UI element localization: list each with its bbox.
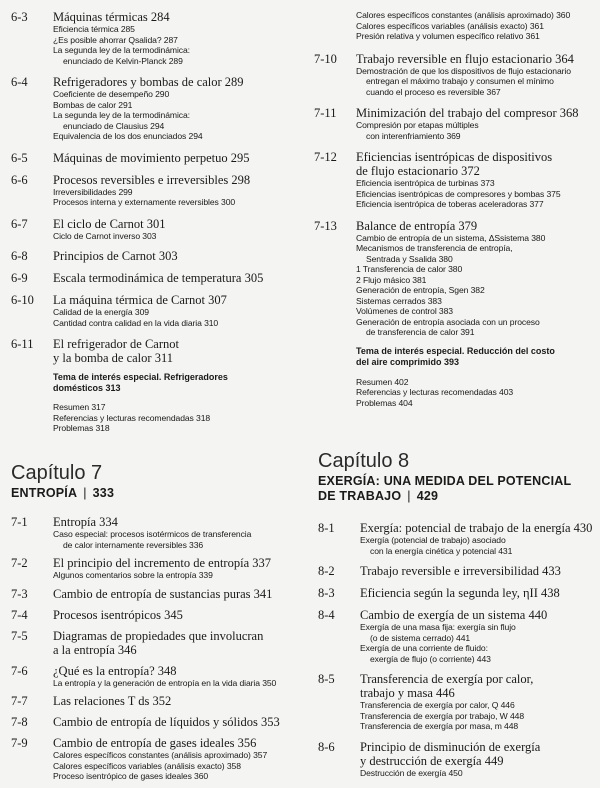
section-title: El ciclo de Carnot 301 [53,216,166,231]
section-number: 6-4 [11,75,28,89]
subsection: Cambio de entropía de un sistema, ΔSsistema 380 [356,232,546,243]
section-number: 7-12 [314,150,337,164]
toc-section[interactable] [318,672,598,732]
subsection: exergía de flujo (o corriente) 443 [370,653,491,664]
section-title: Cambio de exergía de un sistema 440 [360,608,548,622]
subsection: enunciado de Kelvin-Planck 289 [63,55,183,66]
section-title: Diagramas de propiedades que involucran [53,628,264,643]
subsection: Eficiencia isentrópica de turbinas 373 [356,178,495,188]
section-number: 7-4 [11,607,28,622]
section-number: 8-6 [318,739,335,754]
end-item[interactable]: Problemas 404 [356,397,413,408]
section-title: Las relaciones T ds 352 [53,694,172,708]
section-title: Escala termodinámica de temperatura 305 [53,271,264,285]
section-title: Eficiencias isentrópicas de dispositivos [356,150,553,164]
section-number: 6-3 [11,10,28,24]
section-number: 6-8 [11,249,28,263]
end-item[interactable]: Referencias y lecturas recomendadas 318 [53,412,211,423]
subsection: Equivalencia de los dos enunciados 294 [53,131,203,141]
section-number: 6-7 [11,216,28,231]
section-title: Procesos reversibles e irreversibles 298 [53,172,251,187]
section-title: Minimización del trabajo del compresor 368 [356,106,579,120]
toc-section[interactable] [11,249,296,263]
section-title: Balance de entropía 379 [356,218,478,233]
section-title: Procesos isentrópicos 345 [53,607,183,622]
subsection: Irreversibilidades 299 [53,186,133,197]
chapter-7-header [11,462,296,501]
section-title: Cambio de entropía de líquidos y sólidos 353 [53,715,280,729]
chapter-label: Capítulo 7 [11,462,103,484]
section-title: Trabajo reversible en flujo estacionario 364 [356,51,574,66]
end-item[interactable]: Resumen 402 [356,376,409,387]
toc-section[interactable] [11,217,296,242]
end-matter [314,377,596,409]
toc-section[interactable] [11,151,296,165]
ch6-toc [11,10,296,434]
chapter-title[interactable]: ENTROPÍA | 333 [11,486,115,500]
toc-section[interactable] [11,664,301,689]
subsection: Transferencia de exergía por masa, m 448 [360,721,519,731]
section-number: 7-8 [11,715,28,729]
section-title: Principios de Carnot 303 [53,249,178,263]
toc-section[interactable] [318,521,598,556]
subsection: con la energía cinética y potencial 431 [370,545,513,556]
subsection: Eficiencia isentrópica de toberas aceleradoras 377 [356,199,544,209]
subsection: Cantidad contra calidad en la vida diaria 310 [53,317,219,328]
ch7-toc [11,515,301,782]
subsection: Generación de entropía, Sgen 382 [356,285,485,295]
toc-section[interactable] [11,515,301,550]
chapter-page: 429 [416,489,439,503]
section-title: de flujo estacionario 372 [356,164,480,178]
toc-section[interactable] [11,715,301,729]
toc-section[interactable] [318,740,598,779]
subsection: Sistemas cerrados 383 [356,295,442,306]
subsection: cuando el proceso es reversible 367 [366,86,501,97]
section-number: 7-13 [314,218,337,233]
section-number: 8-3 [318,586,335,600]
subsection: Eficiencias isentrópicas de compresores y bombas 375 [356,188,561,199]
subsection: La segunda ley de la termodinámica: [53,110,190,120]
subsection: de transferencia de calor 391 [366,327,475,337]
subsection[interactable]: Calores específicos constantes (análisis aproximado) 360 [356,10,571,20]
toc-section[interactable] [11,293,296,328]
toc-section[interactable] [11,608,301,622]
section-title: Cambio de entropía de sustancias puras 341 [53,586,273,601]
special-topic-line: domésticos 313 [53,383,121,393]
section-title: El refrigerador de Carnot [53,337,179,351]
toc-section[interactable] [318,564,598,578]
subsection: La segunda ley de la termodinámica: [53,45,190,55]
special-topic[interactable] [314,346,596,368]
subsection: Eficiencia térmica 285 [53,24,135,34]
chapter-title-text: DE TRABAJO [318,489,402,503]
subsection: Exergía de una corriente de fluido: [360,643,488,653]
toc-section[interactable] [11,75,296,142]
ch7-toc-continued [314,10,596,408]
section-number: 6-11 [11,337,34,351]
section-title: Eficiencia según la segunda ley, ηII 438 [360,586,560,600]
special-topic[interactable] [11,372,296,394]
section-title: trabajo y masa 446 [360,686,455,700]
section-title: Cambio de entropía de gases ideales 356 [53,736,257,750]
toc-section[interactable] [314,219,596,338]
subsection: (o de sistema cerrado) 441 [370,632,471,643]
subsection: Exergía de una masa fija: exergía sin flujo [360,622,516,632]
subsection: Procesos interna y externamente reversibles 300 [53,197,236,207]
section-title: y la bomba de calor 311 [53,351,173,365]
subsection: Sentrada y Ssalida 380 [366,253,453,264]
subsection: 2 Flujo másico 381 [356,274,427,285]
subsection: Exergía (potencial de trabajo) asociado [360,535,506,545]
toc-section[interactable] [318,608,598,664]
subsection: de calor internamente reversibles 336 [63,539,204,550]
special-topic-line: Tema de interés especial. Refrigeradores [53,372,228,382]
section-number: 7-5 [11,628,28,643]
subsection: Coeficiente de desempeño 290 [53,89,170,99]
subsection[interactable]: Presión relativa y volumen específico relativo 361 [356,31,540,41]
section-number: 7-2 [11,556,28,570]
section-title: Refrigeradores y bombas de calor 289 [53,75,244,89]
section-number: 7-11 [314,106,337,120]
subsection: Demostración de que los dispositivos de flujo estacionario [356,65,571,76]
chapter-label: Capítulo 8 [318,450,410,472]
toc-section[interactable] [11,337,296,365]
subsection: Ciclo de Carnot inverso 303 [53,230,157,241]
section-number: 6-5 [11,150,28,165]
toc-section[interactable] [314,52,596,98]
subsection: Caso especial: procesos isotérmicos de transferencia [53,529,252,539]
section-title: La máquina térmica de Carnot 307 [53,293,227,307]
toc-section[interactable] [11,10,296,66]
toc-section[interactable] [11,173,296,208]
section-number: 8-1 [318,521,335,535]
continued-subsections [314,10,596,42]
section-title: Máquinas térmicas 284 [53,10,170,24]
subsection: Mecanismos de transferencia de entropía, [356,243,513,253]
section-number: 8-5 [318,672,335,686]
chapter-title-text: ENTROPÍA [11,486,78,500]
end-matter [11,402,296,434]
subsection: Transferencia de exergía por trabajo, W 448 [360,710,525,721]
toc-section[interactable] [11,556,301,581]
toc-section[interactable] [11,694,301,708]
toc-section[interactable] [11,587,301,601]
special-topic-line: Tema de interés especial. Reducción del costo [356,345,555,356]
subsection: 1 Transferencia de calor 380 [356,264,463,274]
section-title: Entropía 334 [53,515,118,529]
subsection: Bombas de calor 291 [53,99,133,110]
section-number: 6-6 [11,172,28,187]
end-item[interactable]: Referencias y lecturas recomendadas 403 [356,387,514,397]
section-title: Transferencia de exergía por calor, [360,672,534,686]
subsection: Compresión por etapas múltiples [356,120,479,130]
toc-section[interactable] [314,106,596,141]
chapter-title-line2[interactable]: DE TRABAJO | 429 [318,489,439,503]
section-number: 6-10 [11,293,34,307]
section-number: 7-10 [314,51,337,66]
special-topic-line: del aire comprimido 393 [356,356,460,367]
subsection: con interenfriamiento 369 [366,130,461,141]
section-number: 7-7 [11,694,28,708]
section-number: 7-9 [11,736,28,750]
ch8-toc [318,521,598,778]
subsection: Calidad de la energía 309 [53,307,149,317]
section-number: 7-6 [11,663,28,678]
end-item[interactable]: Resumen 317 [53,402,106,412]
section-title: y destrucción de exergía 449 [360,753,504,768]
subsection: Generación de entropía asociada con un proceso [356,316,540,327]
subsection: Destrucción de exergía 450 [360,767,463,778]
section-number: 8-4 [318,608,335,622]
section-title: Exergía: potencial de trabajo de la energía 430 [360,521,593,535]
section-number: 6-9 [11,271,28,285]
subsection: ¿Es posible ahorrar Qsalida? 287 [53,34,178,45]
toc-section[interactable] [314,150,596,210]
subsection: entregan el máximo trabajo y consumen el mínimo [366,76,554,86]
toc-section[interactable] [11,736,301,782]
section-title: a la entropía 346 [53,642,137,657]
chapter-8-header [318,450,596,504]
subsection: La entropía y la generación de entropía en la vida diaria 350 [53,677,277,688]
section-title: El principio del incremento de entropía 337 [53,556,271,570]
subsection: Calores específicos constantes (análisis aproximado) 357 [53,750,268,760]
section-title: ¿Qué es la entropía? 348 [53,663,177,678]
section-number: 8-2 [318,564,335,578]
subsection: Volúmenes de control 383 [356,306,453,316]
section-title: Trabajo reversible e irreversibilidad 433 [360,564,561,578]
subsection: Calores específicos variables (análisis exacto) 358 [53,760,241,771]
subsection: enunciado de Clausius 294 [63,120,165,131]
section-number: 7-3 [11,586,28,601]
subsection: Proceso isentrópico de gases ideales 360 [53,771,209,781]
end-item[interactable]: Problemas 318 [53,423,110,433]
subsection: Transferencia de exergía por calor, Q 446 [360,700,515,710]
chapter-title[interactable]: EXERGÍA: UNA MEDIDA DEL POTENCIAL [318,474,572,488]
section-number: 7-1 [11,515,28,529]
chapter-page: 333 [92,486,115,500]
toc-section[interactable] [11,271,296,285]
section-title: Principio de disminución de exergía [360,739,541,754]
toc-section[interactable] [318,586,598,600]
subsection[interactable]: Calores específicos variables (análisis exacto) 361 [356,20,544,31]
subsection: Algunos comentarios sobre la entropía 339 [53,570,213,580]
section-title: Máquinas de movimiento perpetuo 295 [53,150,250,165]
toc-section[interactable] [11,629,301,657]
